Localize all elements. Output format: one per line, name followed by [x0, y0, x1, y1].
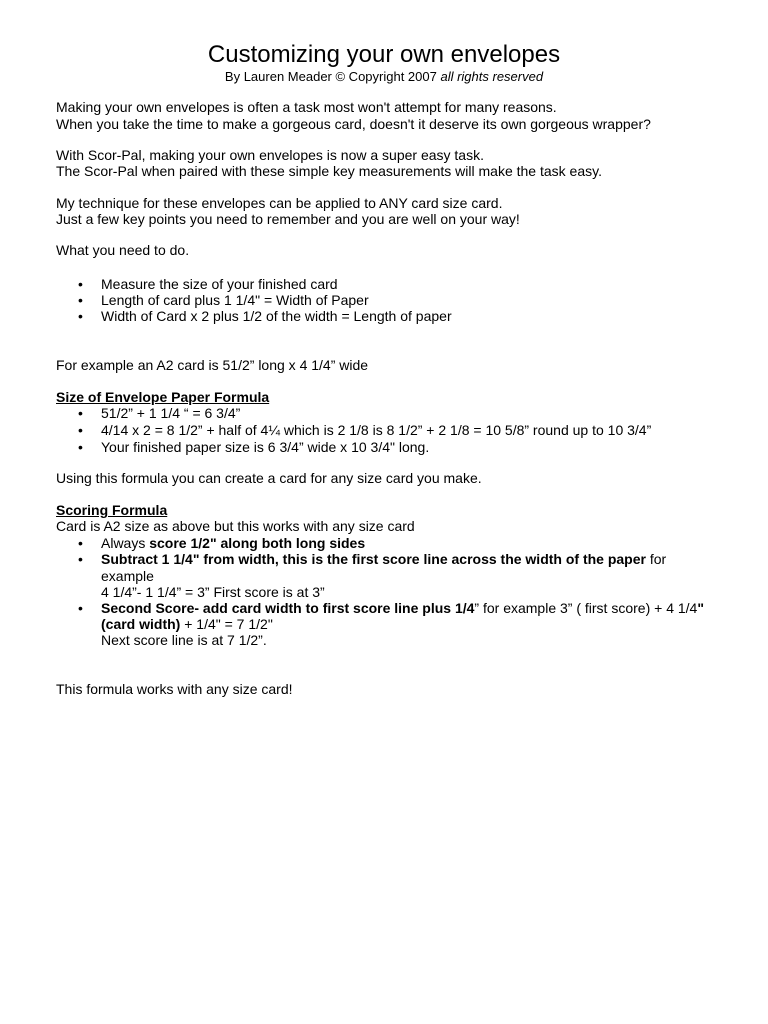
example-line: For example an A2 card is 51/2” long x 4 1/4” wide — [56, 357, 369, 373]
bullet-icon: • — [78, 422, 83, 438]
scoring-item-second: Second Score- add card width to first score line plus 1/4” for example 3” ( first score) + 4 1/4" — [101, 600, 704, 616]
byline-rights: all rights reserved — [440, 69, 544, 84]
intro-line-1: Making your own envelopes is often a task most won't attempt for many reasons. — [56, 99, 557, 115]
scoring-item-always: Always score 1/2" along both long sides — [101, 535, 366, 551]
using-formula-line: Using this formula you can create a card for any size card you make. — [56, 470, 482, 486]
intro-line-5: My technique for these envelopes can be applied to ANY card size card. — [56, 195, 503, 211]
scoring-item-second-line3: Next score line is at 7 1/2”. — [101, 632, 267, 648]
step-item: Length of card plus 1 1/4" = Width of Paper — [101, 292, 369, 308]
bullet-icon: • — [78, 276, 83, 292]
closing-line: This formula works with any size card! — [56, 681, 293, 697]
document-title: Customizing your own envelopes — [207, 41, 561, 68]
size-formula-heading: Size of Envelope Paper Formula — [56, 389, 270, 405]
step-item: Measure the size of your finished card — [101, 276, 338, 292]
size-item: 4/14 x 2 = 8 1/2” + half of 4¼ which is 2 1/8 is 8 1/2” + 2 1/8 = 10 5/8” round up to 10 3/4” — [101, 422, 652, 438]
byline — [0, 69, 768, 85]
byline-author: By Lauren Meader © Copyright 2007 — [224, 69, 441, 84]
intro-line-7: What you need to do. — [56, 242, 190, 258]
step-item: Width of Card x 2 plus 1/2 of the width = Length of paper — [101, 308, 452, 324]
bullet-icon: • — [78, 405, 83, 421]
size-item: Your finished paper size is 6 3/4” wide x 10 3/4" long. — [101, 439, 430, 455]
bullet-icon: • — [78, 535, 83, 551]
intro-line-4: The Scor-Pal when paired with these simple key measurements will make the task easy. — [56, 163, 602, 179]
size-item: 51/2” + 1 1/4 “ = 6 3/4” — [101, 405, 241, 421]
bullet-icon: • — [78, 600, 83, 616]
scoring-item-subtract-calc: 4 1/4”- 1 1/4” = 3” First score is at 3” — [101, 584, 325, 600]
intro-line-3: With Scor-Pal, making your own envelopes is now a super easy task. — [56, 147, 484, 163]
scoring-item-second-line2: (card width) + 1/4" = 7 1/2" — [101, 616, 273, 632]
bullet-icon: • — [78, 439, 83, 455]
scoring-item-subtract-cont: example — [101, 568, 154, 584]
intro-line-2: When you take the time to make a gorgeous card, doesn't it deserve its own gorgeous wrapper? — [56, 116, 651, 132]
scoring-intro-line: Card is A2 size as above but this works with any size card — [56, 518, 415, 534]
scoring-item-subtract: Subtract 1 1/4" from width, this is the first score line across the width of the paper for — [101, 551, 667, 567]
bullet-icon: • — [78, 551, 83, 567]
intro-line-6: Just a few key points you need to remember and you are well on your way! — [56, 211, 520, 227]
scoring-formula-heading: Scoring Formula — [56, 502, 168, 518]
bullet-icon: • — [78, 308, 83, 324]
bullet-icon: • — [78, 292, 83, 308]
